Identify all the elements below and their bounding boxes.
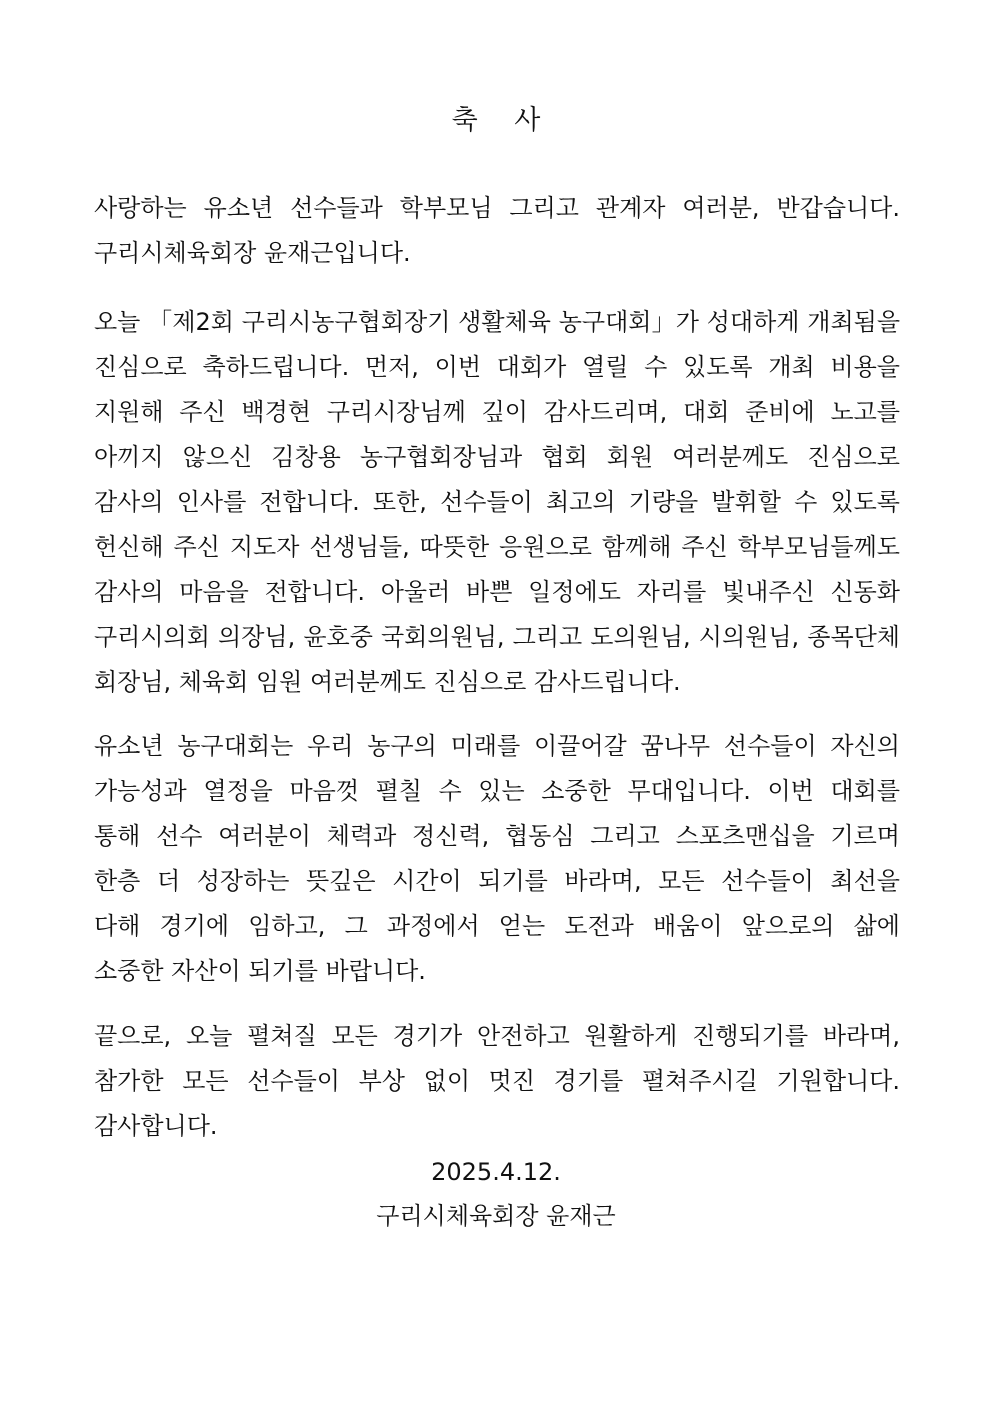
thanks-paragraph <box>94 300 900 705</box>
document-title: 축 사 <box>451 105 555 136</box>
closing-paragraph <box>94 1014 900 1149</box>
text-line: 유소년 농구대회는 우리 농구의 미래를 이끌어갈 꿈나무 선수들이 자신의 <box>94 732 900 760</box>
text-line: 끝으로, 오늘 펼쳐질 모든 경기가 안전하고 원활하게 진행되기를 바라며, <box>94 1022 900 1050</box>
text-line: 참가한 모든 선수들이 부상 없이 멋진 경기를 펼쳐주시길 기원합니다. <box>94 1067 900 1095</box>
text-line: 다해 경기에 임하고, 그 과정에서 얻는 도전과 배움이 앞으로의 삶에 <box>94 912 900 940</box>
text-line: 가능성과 열정을 마음껏 펼칠 수 있는 소중한 무대입니다. 이번 대회를 <box>94 777 900 805</box>
document-signature: 구리시체육회장 윤재근 <box>376 1202 616 1230</box>
greeting-paragraph <box>94 186 900 276</box>
text-line: 회장님, 체육회 임원 여러분께도 진심으로 감사드립니다. <box>94 668 681 696</box>
text-line: 소중한 자산이 되기를 바랍니다. <box>94 957 426 985</box>
text-line: 아끼지 않으신 김창용 농구협회장님과 협회 회원 여러분께도 진심으로 <box>94 443 900 471</box>
text-line: 구리시의회 의장님, 윤호중 국회의원님, 그리고 도의원님, 시의원님, 종목단체 <box>94 623 900 651</box>
text-line: 진심으로 축하드립니다. 먼저, 이번 대회가 열릴 수 있도록 개최 비용을 <box>94 353 900 381</box>
text-line: 구리시체육회장 윤재근입니다. <box>94 239 411 267</box>
text-line: 헌신해 주신 지도자 선생님들, 따뜻한 응원으로 함께해 주신 학부모님들께도 <box>94 533 900 561</box>
text-line: 감사합니다. <box>94 1112 218 1140</box>
text-line: 사랑하는 유소년 선수들과 학부모님 그리고 관계자 여러분, 반갑습니다. <box>94 194 900 222</box>
text-line: 감사의 마음을 전합니다. 아울러 바쁜 일정에도 자리를 빛내주신 신동화 <box>94 578 900 606</box>
text-line: 감사의 인사를 전합니다. 또한, 선수들이 최고의 기량을 발휘할 수 있도록 <box>94 488 900 516</box>
tournament-paragraph <box>94 724 900 994</box>
text-line: 지원해 주신 백경현 구리시장님께 깊이 감사드리며, 대회 준비에 노고를 <box>94 398 900 426</box>
text-line: 한층 더 성장하는 뜻깊은 시간이 되기를 바라며, 모든 선수들이 최선을 <box>94 867 900 895</box>
text-line: 통해 선수 여러분이 체력과 정신력, 협동심 그리고 스포츠맨십을 기르며 <box>94 822 900 850</box>
text-line: 오늘 「제2회 구리시농구협회장기 생활체육 농구대회」가 성대하게 개최됨을 <box>94 308 900 336</box>
document-date: 2025.4.12. <box>431 1158 561 1186</box>
